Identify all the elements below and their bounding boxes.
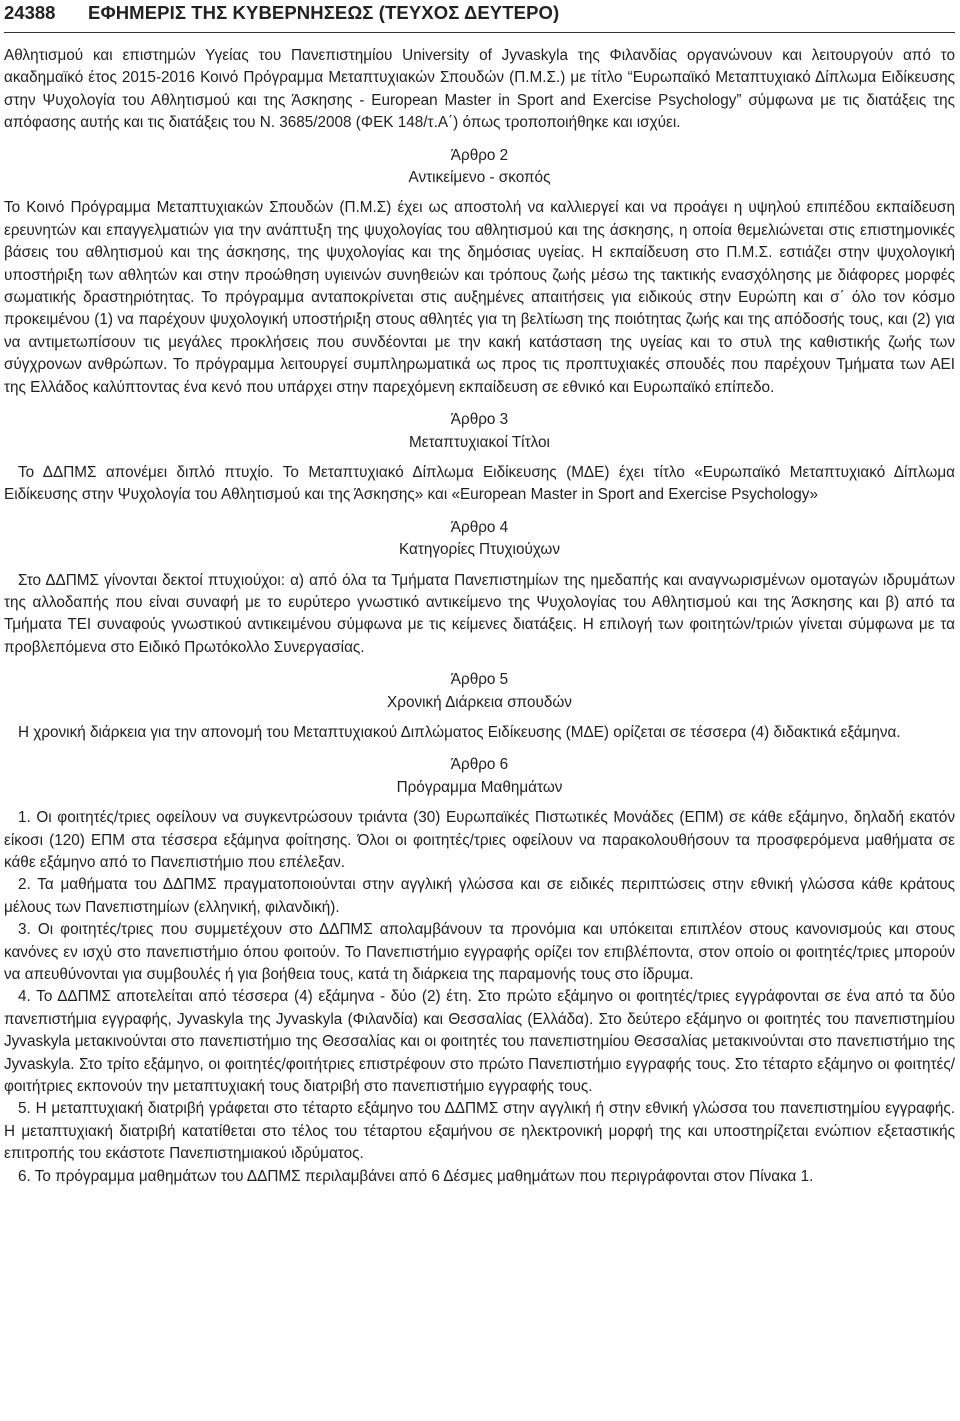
article-6-paragraph-1: 1. Οι φοιτητές/τριες οφείλουν να συγκεντρώσουν τριάντα (30) Ευρωπαϊκές Πιστωτικές Μονάδες (ΕΠΜ) σε κάθε εξάμηνο, δηλαδή εκατόν είκοσι (120) ΕΠΜ στα τέσσερα εξάμηνα φοίτησης. Όλοι οι φοιτητές/τριες οφείλουν να παρακολουθήσουν τα προσφερόμενα μαθήματα σε κάθε εξάμηνο από το Πανεπιστήμιο που επέλεξαν. <box>4 809 955 871</box>
article-3-subtitle: Μεταπτυχιακοί Τίτλοι <box>409 433 550 451</box>
article-5-text: Η χρονική διάρκεια για την απονομή του Μεταπτυχιακού Διπλώματος Ειδίκευσης (ΜΔΕ) ορίζεται σε τέσσερα (4) διδακτικά εξάμηνα. <box>18 723 901 741</box>
article-6-paragraph-6: 6. Το πρόγραμμα μαθημάτων του ΔΔΠΜΣ περιλαμβάνει από 6 Δέσμες μαθημάτων που περιγράφονται στον Πίνακα 1. <box>18 1167 814 1185</box>
article-4-subtitle: Κατηγορίες Πτυχιούχων <box>398 541 561 559</box>
article-6-paragraph-4: 4. Το ΔΔΠΜΣ αποτελείται από τέσσερα (4) εξάμηνα - δύο (2) έτη. Στο πρώτο εξάμηνο οι φοιτητές/τριες εγγράφονται σε ένα από τα δύο πανεπιστήμια εγγραφής, Jyvaskyla της Jyvaskyla (Φιλανδία) και Θεσσαλίας (Ελλάδα). Στο δεύτερο εξάμηνο οι φοιτητές του πανεπιστημίου Jyvaskyla μετακινούνται στο πανεπιστήμιο της Θεσσαλίας και οι φοιτητές του πανεπιστημίου Θεσσαλίας μετακινούνται στο πανεπιστήμιο της Jyvaskyla. Στο τρίτο εξάμηνο, οι φοιτητές/φοιτήτριες επιστρέφουν στο πρώτο Πανεπιστήμιο εγγραφής τους. Στο τέταρτο εξάμηνο οι φοιτητές/ φοιτήτριες εκπονούν την μεταπτυχιακή τους διατριβή στο πανεπιστήμιο εγγραφής τους. <box>4 988 955 1096</box>
article-2 <box>4 145 955 399</box>
article-3 <box>4 409 955 507</box>
page-number: 24388 <box>4 2 56 23</box>
article-4-heading: Άρθρο 4 <box>450 518 509 536</box>
article-6-subtitle: Πρόγραμμα Μαθημάτων <box>396 778 563 796</box>
intro-paragraph: Αθλητισμού και επιστημών Υγείας του Πανεπιστημίου University of Jyvaskyla της Φιλανδίας οργανώνουν και λειτουργούν από το ακαδημαϊκό έτος 2015-2016 Κοινό Πρόγραμμα Μεταπτυχιακών Σπουδών (Π.Μ.Σ.) με τίτλο “Ευρωπαϊκό Μεταπτυχιακό Δίπλωμα Ειδίκευσης στην Ψυχολογία του Αθλητισμού και της Άσκησης - European Master in Sport and Exercise Psychology” σύμφωνα με τις διατάξεις της απόφασης αυτής και τις διατάξεις του Ν. 3685/2008 (ΦΕΚ 148/τ.Α΄) όπως τροποποιήθηκε και ισχύει. <box>4 47 955 132</box>
article-6-heading: Άρθρο 6 <box>450 756 509 774</box>
article-5-subtitle: Χρονική Διάρκεια σπουδών <box>387 693 572 711</box>
article-6-paragraph-3: 3. Οι φοιτητές/τριες που συμμετέχουν στο ΔΔΠΜΣ απολαμβάνουν τα προνόμια και υπόκειται επιπλέον στους κανονισμούς και στους κανόνες εν ισχύ στο πανεπιστήμιο όπου φοιτούν. Το Πανεπιστήμιο εγγραφής ορίζει τον επιβλέποντα, στον οποίο οι φοιτητές/τριες μπορούν να απευθύνονται για συμβουλές ή για βοήθεια τους, κατά τη διάρκεια της παραμονής τους στο ίδρυμα. <box>4 921 955 984</box>
page-header <box>4 0 955 33</box>
article-4-text: Στο ΔΔΠΜΣ γίνονται δεκτοί πτυχιούχοι: α) από όλα τα Τμήματα Πανεπιστημίων της ημεδαπής και αναγνωρισμένων ομοταγών ιδρυμάτων της αλλοδαπής που είναι συναφή με το ευρύτερο γνωστικό αντικείμενο της Ψυχολογίας του Αθλητισμού και της Άσκησης και β) από τα Τμήματα ΤΕΙ συναφούς γνωστικού αντικειμένου σύμφωνα με τις κείμενες διατάξεις. Η επιλογή των φοιτητών/τριών γίνεται σύμφωνα με τα προβλεπόμενα στο Ειδικό Πρωτόκολλο Συνεργασίας. <box>4 571 955 656</box>
article-5 <box>4 669 955 744</box>
article-6-paragraph-2: 2. Τα μαθήματα του ΔΔΠΜΣ πραγματοποιούνται στην αγγλική γλώσσα και σε ειδικές περιπτώσεις στην εθνική γλώσσα κάθε κράτους μέλους των Πανεπιστημίων (ελληνική, φιλανδική). <box>4 876 955 916</box>
article-2-subtitle: Αντικείμενο - σκοπός <box>408 169 551 187</box>
article-6-paragraph-5: 5. Η μεταπτυχιακή διατριβή γράφεται στο τέταρτο εξάμηνο του ΔΔΠΜΣ στην αγγλική ή στην εθνική γλώσσα του πανεπιστημίου εγγραφής. Η μεταπτυχιακή διατριβή κατατίθεται στο τέλος του τέταρτου εξαμήνου σε ηλεκτρονική μορφή της και υποστηρίζεται ενώπιον εξεταστικής επιτροπής του εκάστοτε Πανεπιστημιακού ιδρύματος. <box>4 1100 955 1163</box>
article-3-text: Το ΔΔΠΜΣ απονέμει διπλό πτυχίο. Το Μεταπτυχιακό Δίπλωμα Ειδίκευσης (ΜΔΕ) έχει τίτλο «Ευρωπαϊκό Μεταπτυχιακό Δίπλωμα Ειδίκευσης στην Ψυχολογία του Αθλητισμού και της Άσκησης» και «European Master in Sport and Exercise Psychology» <box>4 463 955 504</box>
article-3-heading: Άρθρο 3 <box>450 411 509 429</box>
article-2-text: Το Κοινό Πρόγραμμα Μεταπτυχιακών Σπουδών (Π.Μ.Σ) έχει ως αποστολή να καλλιεργεί και να προάγει η υψηλού επιπέδου εκπαίδευση ερευνητών και επαγγελματιών για την ανάπτυξη της ψυχολογίας του αθλητισμού και της άσκησης, η οποία θεμελιώνεται στις επιστημονικές βάσεις του αθλητισμού και της άσκησης, της ψυχολογίας και της δημόσιας υγείας. Η εκπαίδευση στο Π.Μ.Σ. εστιάζει στην ψυχολογική υποστήριξη των αθλητών και στην προώθηση υγιεινών συνηθειών και τρόπους ζωής μέσω της τακτικής ενασχόλησης με διάφορες μορφές σωματικής δραστηριότητας. Το πρόγραμμα ανταποκρίνεται στις αυξημένες απαιτήσεις για ειδικούς στην Ευρώπη και σ΄ όλο τον κόσμο προκειμένου (1) να παρέχουν ψυχολογική υποστήριξη στους αθλητές για τη βελτίωση της ποιότητας ζωής και της απόδοσής τους, και (2) για να αντιμετωπίσουν τις μεγάλες προκλήσεις που συνδέονται με την κακή κατάσταση της υγείας και το στυλ της καθιστικής ζωής των σύγχρονων ανθρώπων. Το πρόγραμμα λειτουργεί συμπληρωματικά ως προς τις προπτυχιακές σπουδές που παρέχουν Τμήματα των ΑΕΙ της Ελλάδος καλύπτοντας ένα κενό που υπάρχει στην παρεχόμενη εκπαίδευση σε εθνικό και Ευρωπαϊκό επίπεδο. <box>4 199 955 396</box>
document-body <box>4 45 955 1188</box>
gazette-title: ΕΦΗΜΕΡΙΣ ΤΗΣ ΚΥΒΕΡΝΗΣΕΩΣ (ΤΕΥΧΟΣ ΔΕΥΤΕΡΟ) <box>88 2 560 23</box>
article-5-heading: Άρθρο 5 <box>450 671 509 689</box>
article-4 <box>4 517 955 659</box>
article-2-heading: Άρθρο 2 <box>450 146 509 164</box>
article-6 <box>4 754 955 1188</box>
